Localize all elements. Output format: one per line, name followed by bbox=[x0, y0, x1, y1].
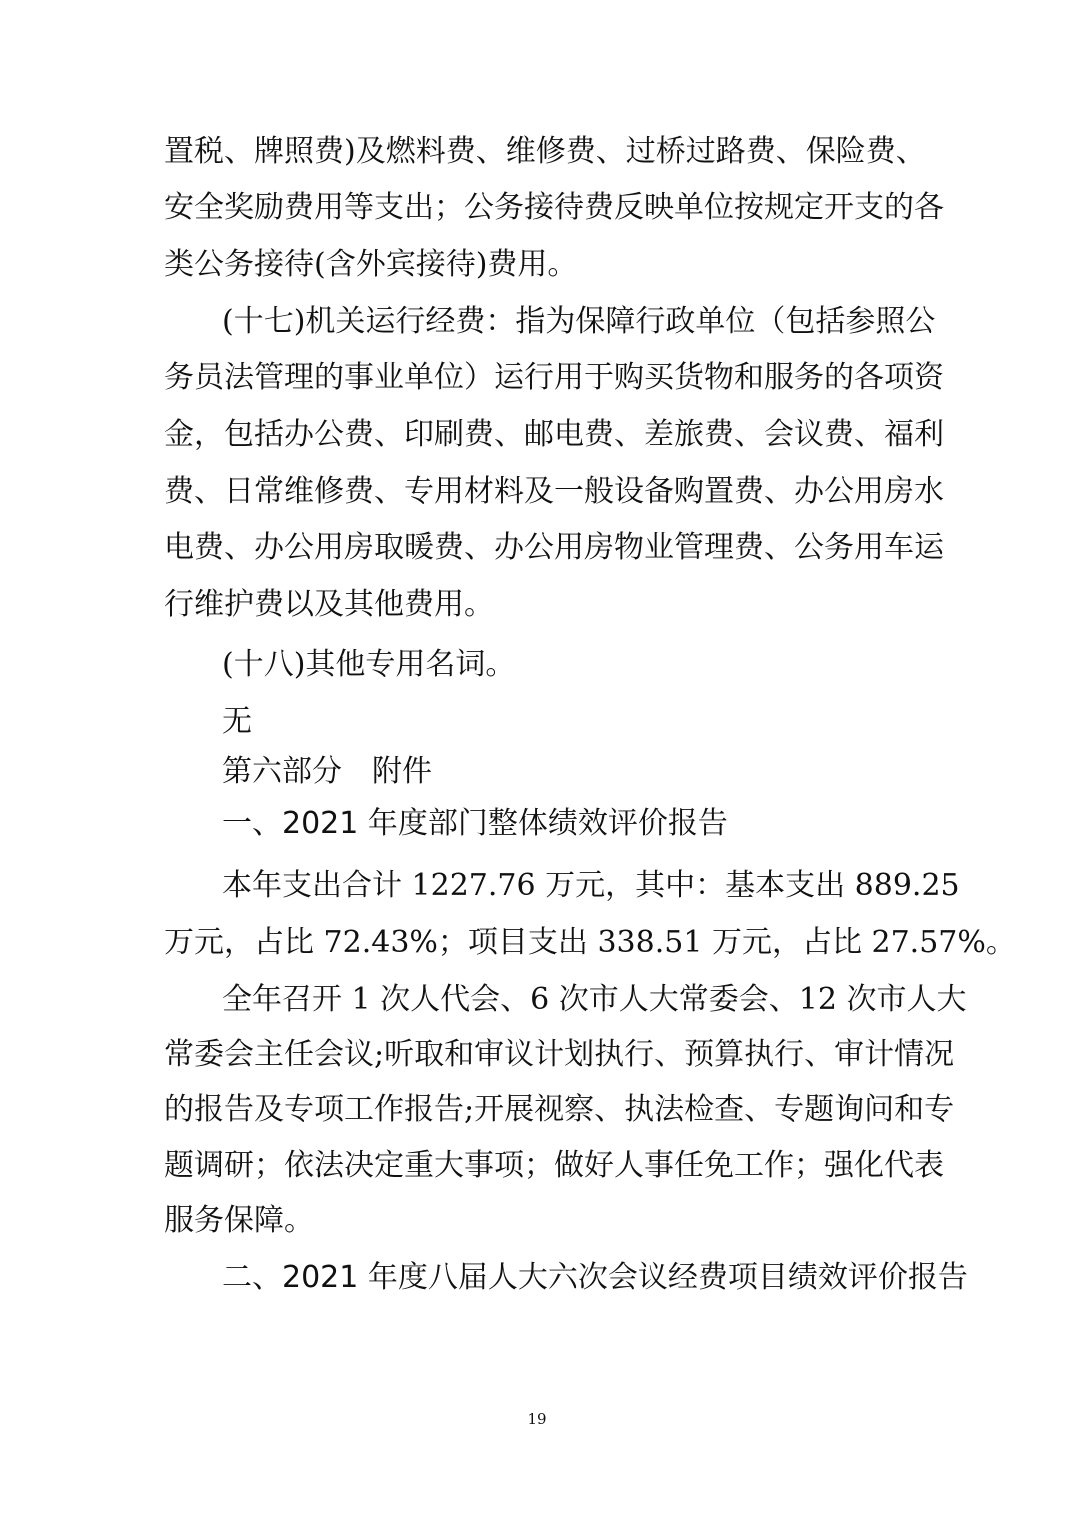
paragraph-line: 安全奖励费用等支出；公务接待费反映单位按规定开支的各 bbox=[164, 190, 944, 225]
subsection-heading: 一、2021 年度部门整体绩效评价报告 bbox=[222, 806, 728, 841]
paragraph-line: 行维护费以及其他费用。 bbox=[164, 587, 494, 622]
page-number: 19 bbox=[527, 1410, 547, 1428]
paragraph-line: 题调研；依法决定重大事项；做好人事任免工作；强化代表 bbox=[164, 1148, 944, 1183]
paragraph-line: 本年支出合计 1227.76 万元，其中：基本支出 889.25 bbox=[222, 868, 960, 903]
paragraph-line: 置税、牌照费)及燃料费、维修费、过桥过路费、保险费、 bbox=[164, 134, 926, 169]
paragraph-line: 务员法管理的事业单位）运行用于购买货物和服务的各项资 bbox=[164, 360, 944, 395]
paragraph-line: 常委会主任会议;听取和审议计划执行、预算执行、审计情况 bbox=[164, 1037, 955, 1072]
paragraph-line: 的报告及专项工作报告;开展视察、执法检查、专题询问和专 bbox=[164, 1092, 955, 1127]
paragraph-line: 费、日常维修费、专用材料及一般设备购置费、办公用房水 bbox=[164, 474, 944, 509]
paragraph-line: 服务保障。 bbox=[164, 1203, 314, 1238]
paragraph-line: (十七)机关运行经费：指为保障行政单位（包括参照公 bbox=[222, 304, 936, 339]
paragraph-line: 万元，占比 72.43%；项目支出 338.51 万元，占比 27.57%。 bbox=[164, 925, 1016, 960]
paragraph-line: 类公务接待(含外宾接待)费用。 bbox=[164, 247, 578, 282]
subsection-heading: 二、2021 年度八届人大六次会议经费项目绩效评价报告 bbox=[222, 1260, 968, 1295]
paragraph-line: 电费、办公用房取暖费、办公用房物业管理费、公务用车运 bbox=[164, 530, 944, 565]
paragraph-line: 无 bbox=[222, 704, 252, 739]
paragraph-line: 全年召开 1 次人代会、6 次市人大常委会、12 次市人大 bbox=[222, 982, 967, 1017]
paragraph-line: 金，包括办公费、印刷费、邮电费、差旅费、会议费、福利 bbox=[164, 417, 944, 452]
paragraph-line: (十八)其他专用名词。 bbox=[222, 647, 516, 682]
section-heading: 第六部分 附件 bbox=[222, 754, 432, 789]
